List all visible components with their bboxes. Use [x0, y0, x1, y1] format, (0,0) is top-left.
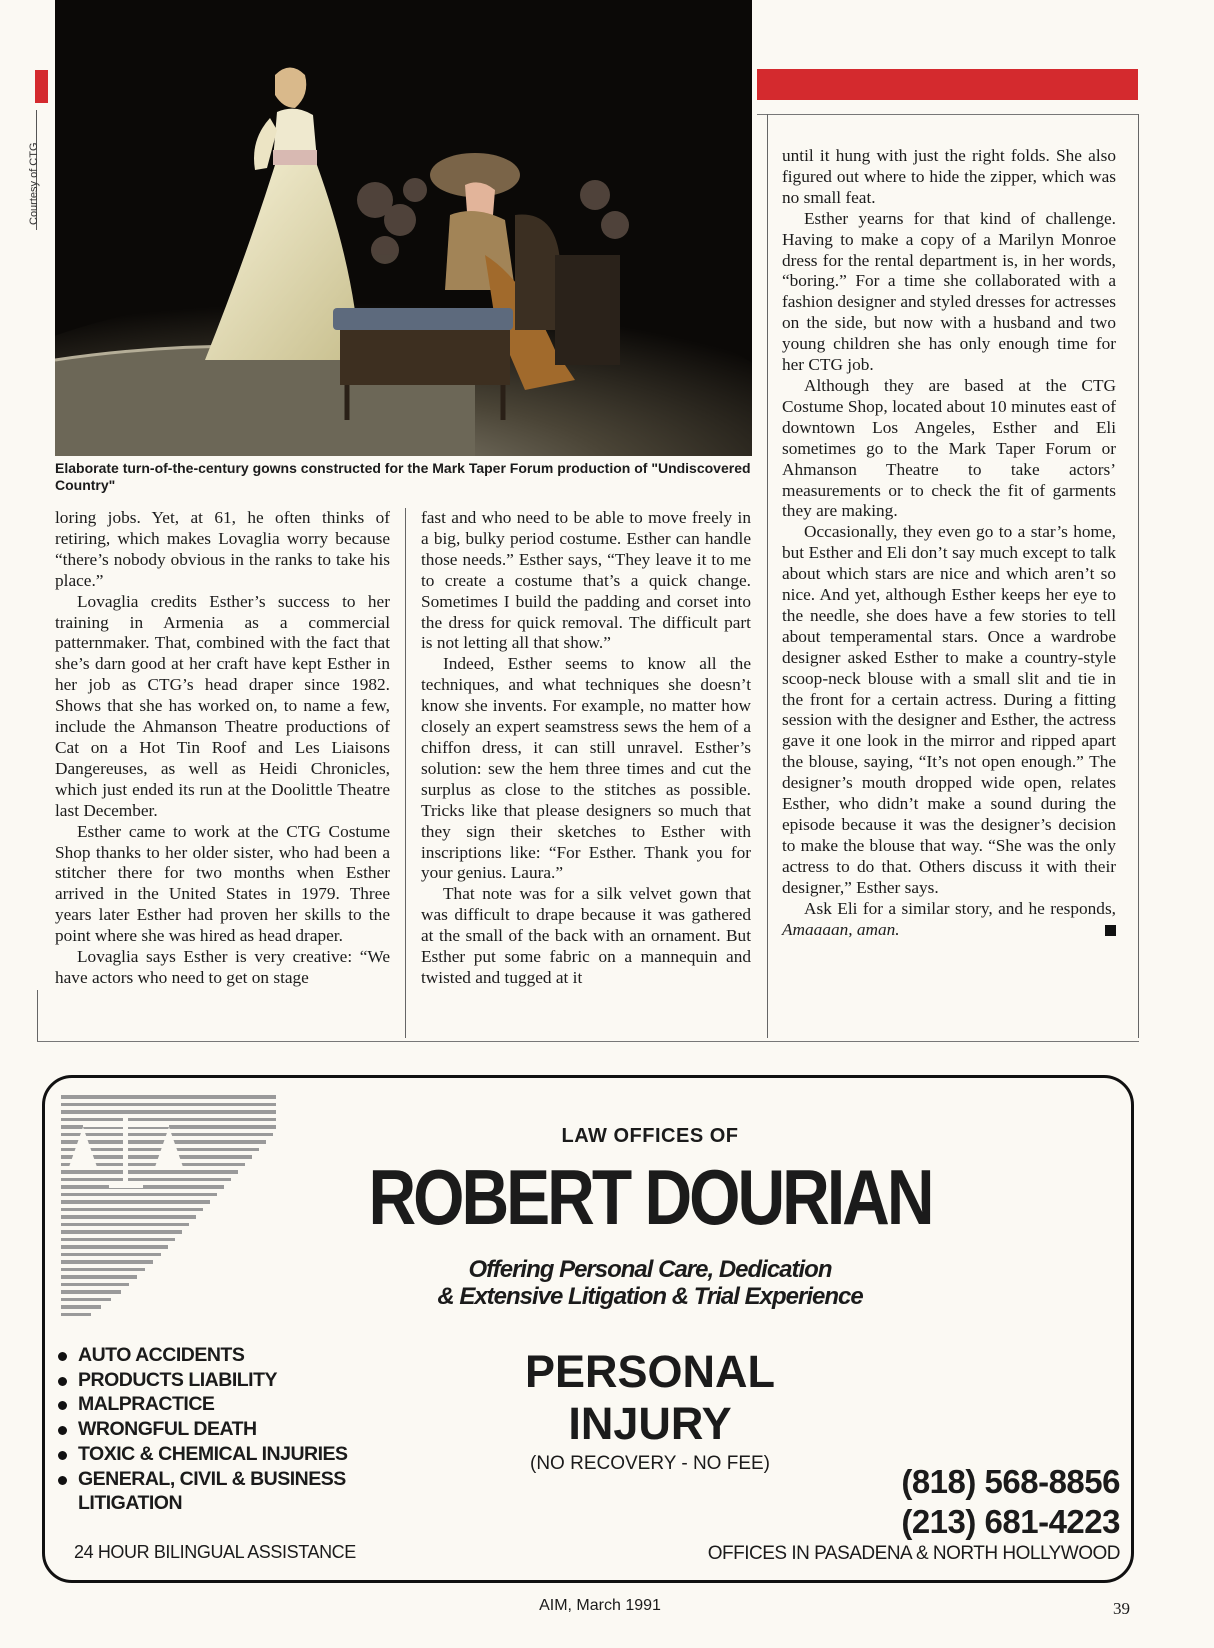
- paragraph: Although they are based at the CTG Costume Shop, located about 10 minutes east of downtown Los Angeles, Esther and Eli sometimes go to the Mark Taper Forum or Ahmanson Theatre to take actors’ measurements or to check the fit of garments they are making.: [782, 375, 1116, 521]
- paragraph: fast and who need to be able to move freely in a big, bulky period costume. Esther can handle those needs.” Esther says, “They leave it to me to create a costume that’s a quick change. Sometimes I build the padding and corset into the dress for quick removal. The difficult part is not letting all that show.”: [421, 508, 751, 653]
- fee-note: (NO RECOVERY - NO FEE): [530, 1453, 770, 1474]
- closing-text: Ask Eli for a similar story, and he responds,: [804, 898, 1116, 918]
- service-item: PRODUCTS LIABILITY: [52, 1368, 392, 1393]
- paragraph: Esther yearns for that kind of challenge. Having to make a copy of a Marilyn Monroe dress for the rental department is, in her words, “boring.” For a time she collaborated with a fashion designer and styled dresses for actresses on the side, but now with a husband and two young children she has only enough time for her CTG job.: [782, 208, 1116, 375]
- phone-number-2: (213) 681-4223: [901, 1503, 1120, 1540]
- column-divider-1: [405, 508, 406, 1038]
- end-mark-icon: [1105, 925, 1116, 936]
- ad-tagline-line: Offering Personal Care, Dedication: [468, 1256, 832, 1283]
- paragraph: loring jobs. Yet, at 61, he often thinks of retiring, which makes Lovaglia worry because “there’s nobody obvious in the ranks to take his place.”: [55, 508, 390, 590]
- column-divider-3: [1138, 114, 1139, 1038]
- stage-photo: [55, 0, 752, 456]
- paragraph: Indeed, Esther seems to know all the techniques, and what techniques she doesn’t know she invents. For example, no matter how closely an expert seamstress sews the hem of a chiffon dress, it can still unravel. Esther’s solution: sew the hem three times and cut the surplus as close to the stitches as possible. Tricks like that please designers so much that they sign their sketches to Esther with inscriptions like: “For Esther. Thank you for your genius. Laura.”: [421, 654, 751, 883]
- phone-number-1: (818) 568-8856: [901, 1463, 1120, 1500]
- section-marker-left: [35, 70, 48, 103]
- paragraph: Lovaglia credits Esther’s success to her training in Armenia as a commercial patternmaker. That, combined with the fact that she’s darn good at her craft have kept Esther in her job as CTG’s head draper since 1982. Shows that she has worked on, to name a few, include the Ahmanson Theatre productions of Cat on a Hot Tin Roof and Les Liaisons Dangereuses, as well as Heidi Chronicles, which just ended its run at the Doolittle Theatre last December.: [55, 591, 390, 820]
- ad-tagline-line: & Extensive Litigation & Trial Experience: [437, 1283, 863, 1310]
- page-number: 39: [1113, 1599, 1130, 1618]
- column-divider-left: [37, 990, 38, 1042]
- services-list: [52, 1343, 392, 1516]
- practice-area-line: INJURY: [568, 1398, 732, 1449]
- closing-paragraph: [782, 899, 1116, 941]
- stage-photo-illustration: [55, 0, 752, 456]
- ad-heading-small: LAW OFFICES OF: [561, 1125, 739, 1147]
- paragraph: Esther came to work at the CTG Costume Shop thanks to her older sister, who had been a stitcher there for two months when Esther arrived in the United States in 1979. Three years later Esther had proven her skills to the point where she was hired as head draper.: [55, 821, 390, 946]
- service-item: WRONGFUL DEATH: [52, 1417, 392, 1442]
- scales-of-justice-logo-icon: [61, 1095, 281, 1335]
- service-item: AUTO ACCIDENTS: [52, 1343, 392, 1368]
- practice-area: [400, 1346, 900, 1450]
- ad-tagline: [300, 1256, 1000, 1310]
- photo-credit: Courtesy of CTG: [28, 142, 40, 225]
- assistance-note: 24 HOUR BILINGUAL ASSISTANCE: [74, 1542, 356, 1562]
- article-column-1: [55, 508, 390, 989]
- ad-heading-large: ROBERT DOURIAN: [368, 1153, 932, 1241]
- photo-caption: Elaborate turn-of-the-century gowns constructed for the Mark Taper Forum production of "Undiscovered Country": [55, 460, 751, 493]
- column-top-rule: [757, 114, 1138, 115]
- service-item: TOXIC & CHEMICAL INJURIES: [52, 1442, 392, 1467]
- article-bottom-rule: [37, 1041, 1139, 1042]
- practice-area-line: PERSONAL: [524, 1346, 776, 1397]
- paragraph: until it hung with just the right folds. She also figured out where to hide the zipper, which was no small feat.: [782, 146, 1116, 207]
- service-item: MALPRACTICE: [52, 1392, 392, 1417]
- office-locations: OFFICES IN PASADENA & NORTH HOLLYWOOD: [707, 1543, 1120, 1564]
- paragraph: Lovaglia says Esther is very creative: “We have actors who need to get on stage: [55, 947, 390, 987]
- paragraph: That note was for a silk velvet gown that was difficult to drape because it was gathered at the small of the back with an ornament. But Esther put some fabric on a mannequin and twisted and tugged at it: [421, 884, 751, 987]
- article-column-3: [782, 146, 1116, 940]
- article-column-2: [421, 508, 751, 989]
- paragraph: Occasionally, they even go to a star’s home, but Esther and Eli don’t say much except to talk about which stars are nice and which aren’t so nice. And yet, although Esther keeps her eye to the needle, she does have a few stories to tell about temperamental stars. Once a wardrobe designer asked Esther to make a country-style scoop-neck blouse with a small slit and tie in the front for a certain actress. During a fitting session with the designer and Esther, the actress gave it one look in the mirror and ripped apart the blouse, saying, “It’s not open enough.” The designer’s mouth dropped wide open, relates Esther, who didn’t make a sound during the episode because it was the designer’s decision to make the blouse that way. “She was the only actress to do that. Others discuss it with their designer,” Esther says.: [782, 522, 1116, 897]
- magazine-issue: AIM, March 1991: [539, 1597, 661, 1614]
- service-item: GENERAL, CIVIL & BUSINESS LITIGATION: [52, 1467, 392, 1516]
- column-divider-2: [767, 114, 768, 1038]
- closing-italic: Amaaaan, aman.: [782, 919, 900, 939]
- section-marker-right: [757, 69, 1138, 100]
